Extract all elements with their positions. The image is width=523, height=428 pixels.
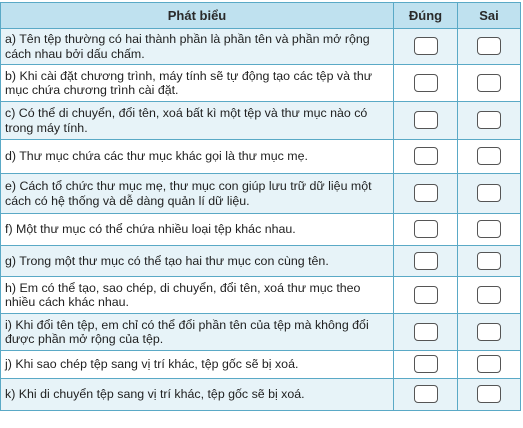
false-checkbox[interactable] xyxy=(477,323,501,341)
true-cell xyxy=(394,214,458,246)
false-cell xyxy=(458,140,521,174)
table-row xyxy=(1,102,521,140)
statement-text: e) Cách tổ chức thư mục mẹ, thư mục con giúp lưu trữ dữ liệu một cách có hệ thống và dễ dàng quản lí dữ liệu. xyxy=(1,174,394,214)
true-false-exercise xyxy=(0,2,521,411)
false-checkbox[interactable] xyxy=(477,385,501,403)
statement-column-header: Phát biểu xyxy=(1,3,394,29)
true-false-table xyxy=(0,2,521,411)
statement-text: i) Khi đổi tên tệp, em chỉ có thể đổi phần tên của tệp mà không đổi được phần mở rộng của tệp. xyxy=(1,314,394,351)
false-cell xyxy=(458,29,521,65)
true-cell xyxy=(394,351,458,379)
false-checkbox[interactable] xyxy=(477,111,501,129)
true-cell xyxy=(394,314,458,351)
false-checkbox[interactable] xyxy=(477,220,501,238)
true-cell xyxy=(394,246,458,277)
true-checkbox[interactable] xyxy=(414,385,438,403)
statement-text: g) Trong một thư mục có thể tạo hai thư mục con cùng tên. xyxy=(1,246,394,277)
true-cell xyxy=(394,140,458,174)
statement-text: h) Em có thể tạo, sao chép, di chuyển, đổi tên, xoá thư mục theo nhiều cách khác nhau. xyxy=(1,277,394,314)
true-column-header: Đúng xyxy=(394,3,458,29)
table-row xyxy=(1,379,521,411)
statement-text: c) Có thể di chuyển, đổi tên, xoá bất kì một tệp và thư mục nào có trong máy tính. xyxy=(1,102,394,140)
false-cell xyxy=(458,174,521,214)
true-cell xyxy=(394,379,458,411)
false-checkbox[interactable] xyxy=(477,184,501,202)
false-checkbox[interactable] xyxy=(477,355,501,373)
statement-text: d) Thư mục chứa các thư mục khác gọi là thư mục mẹ. xyxy=(1,140,394,174)
false-checkbox[interactable] xyxy=(477,37,501,55)
true-checkbox[interactable] xyxy=(414,74,438,92)
true-cell xyxy=(394,65,458,102)
false-cell xyxy=(458,246,521,277)
true-checkbox[interactable] xyxy=(414,286,438,304)
true-cell xyxy=(394,102,458,140)
statement-text: f) Một thư mục có thể chứa nhiều loại tệp khác nhau. xyxy=(1,214,394,246)
false-cell xyxy=(458,351,521,379)
table-row xyxy=(1,314,521,351)
statement-text: a) Tên tệp thường có hai thành phần là phần tên và phần mở rộng cách nhau bởi dấu chấm. xyxy=(1,29,394,65)
false-cell xyxy=(458,277,521,314)
statement-text: b) Khi cài đặt chương trình, máy tính sẽ tự động tạo các tệp và thư mục chứa chương trình cài đặt. xyxy=(1,65,394,102)
true-checkbox[interactable] xyxy=(414,323,438,341)
true-checkbox[interactable] xyxy=(414,37,438,55)
true-cell xyxy=(394,29,458,65)
false-checkbox[interactable] xyxy=(477,286,501,304)
false-column-header: Sai xyxy=(458,3,521,29)
statement-text: j) Khi sao chép tệp sang vị trí khác, tệp gốc sẽ bị xoá. xyxy=(1,351,394,379)
true-checkbox[interactable] xyxy=(414,184,438,202)
table-row xyxy=(1,65,521,102)
true-cell xyxy=(394,277,458,314)
false-checkbox[interactable] xyxy=(477,252,501,270)
table-row xyxy=(1,246,521,277)
false-cell xyxy=(458,379,521,411)
table-row xyxy=(1,174,521,214)
statement-text: k) Khi di chuyển tệp sang vị trí khác, tệp gốc sẽ bị xoá. xyxy=(1,379,394,411)
true-checkbox[interactable] xyxy=(414,355,438,373)
table-row xyxy=(1,351,521,379)
table-row xyxy=(1,29,521,65)
false-cell xyxy=(458,214,521,246)
true-checkbox[interactable] xyxy=(414,147,438,165)
true-checkbox[interactable] xyxy=(414,220,438,238)
table-row xyxy=(1,277,521,314)
false-checkbox[interactable] xyxy=(477,74,501,92)
true-checkbox[interactable] xyxy=(414,111,438,129)
true-cell xyxy=(394,174,458,214)
false-cell xyxy=(458,314,521,351)
false-cell xyxy=(458,65,521,102)
table-row xyxy=(1,140,521,174)
false-checkbox[interactable] xyxy=(477,147,501,165)
table-row xyxy=(1,214,521,246)
table-header-row xyxy=(1,3,521,29)
true-checkbox[interactable] xyxy=(414,252,438,270)
false-cell xyxy=(458,102,521,140)
